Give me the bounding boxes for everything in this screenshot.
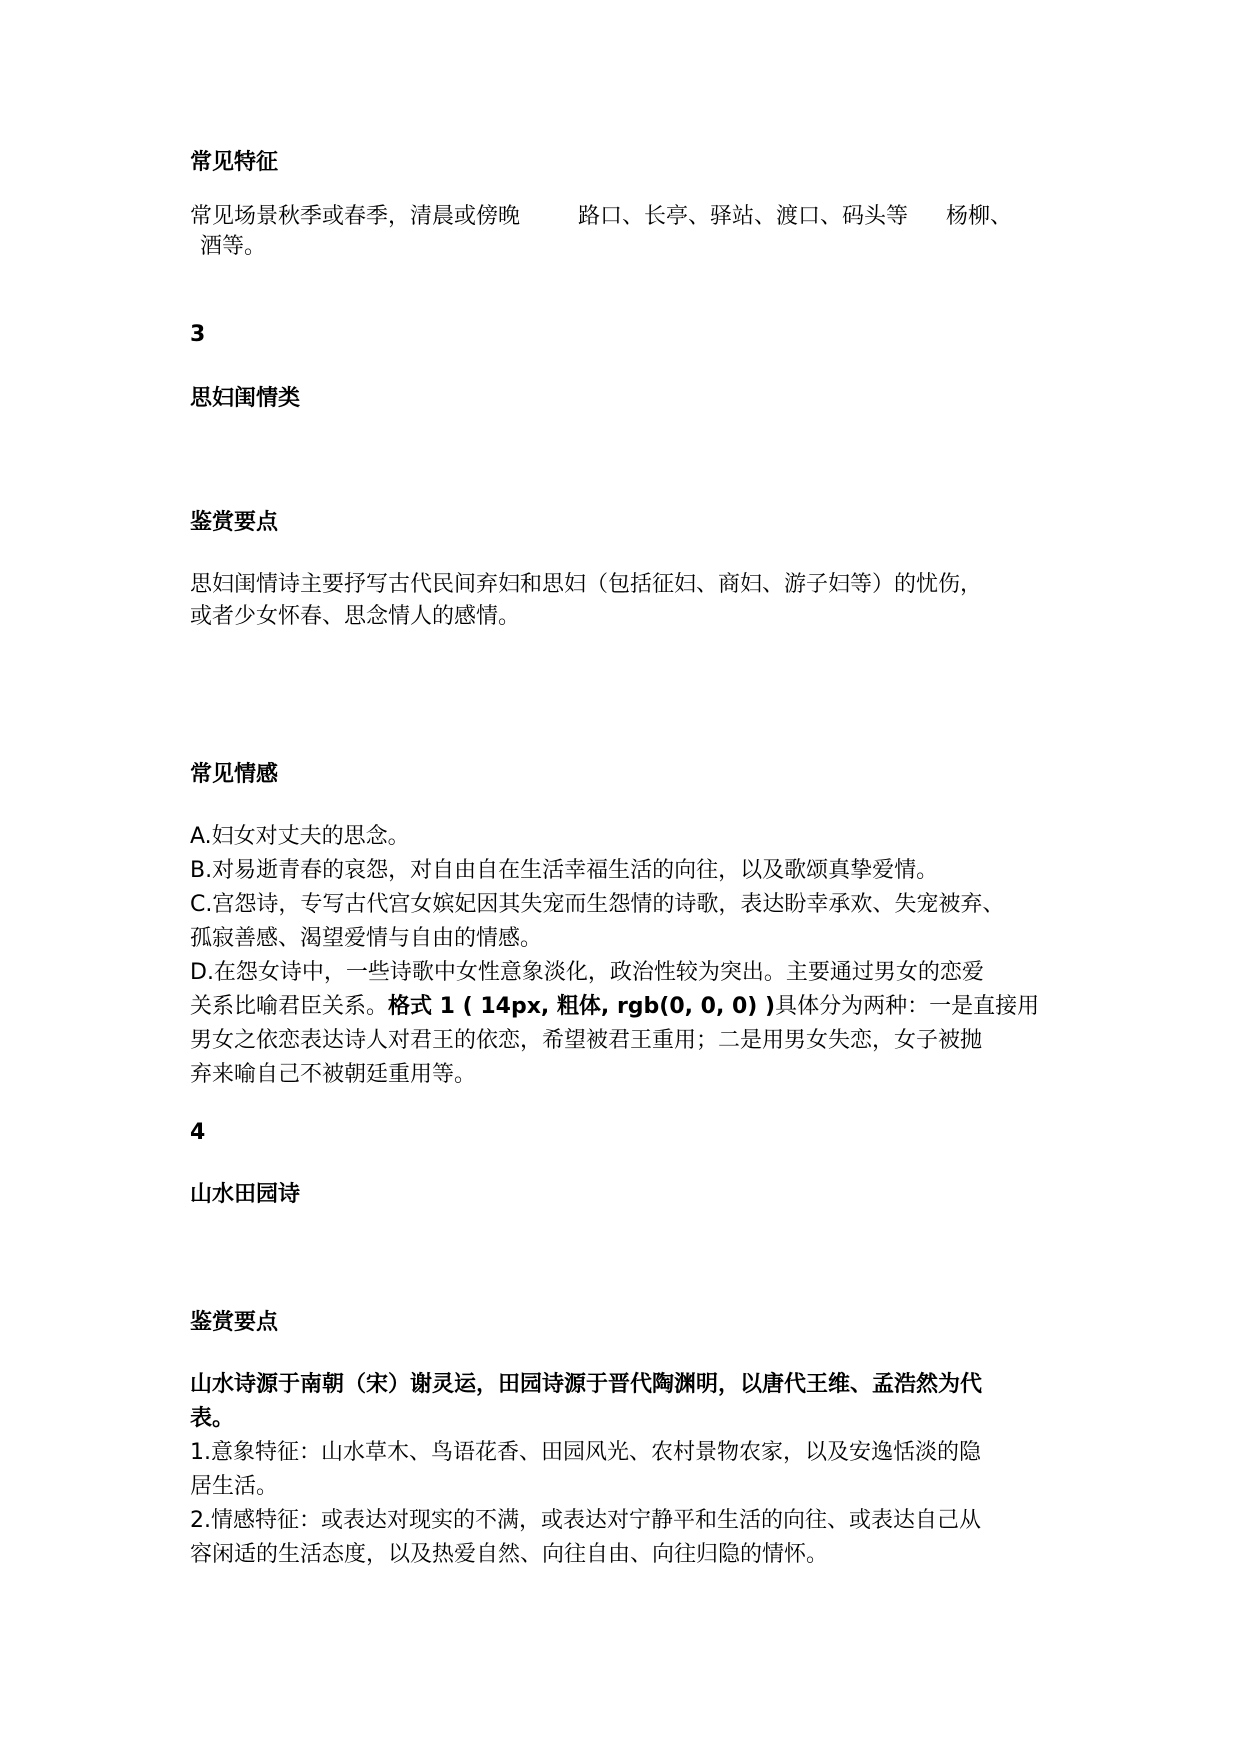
emotion-d-line-2 <box>190 992 1039 1022</box>
section-number-4: 4 <box>190 1120 206 1145</box>
appreciation-4-bold-line-1: 山水诗源于南朝（宋）谢灵运，田园诗源于晋代陶渊明，以唐代王维、孟浩然为代 <box>190 1372 983 1397</box>
point-2-line-2: 容闲适的生活态度，以及热爱自然、向往自由、向往归隐的情怀。 <box>190 1542 829 1567</box>
appreciation-4-bold-line-2: 表。 <box>190 1406 235 1431</box>
format-note-bold: 格式 1 ( 14px, 粗体, rgb(0, 0, 0) ) <box>388 994 776 1019</box>
heading-common-features: 常见特征 <box>190 150 279 175</box>
emotion-c-line-2: 孤寂善感、渴望爱情与自由的情感。 <box>190 926 543 951</box>
section-number-3: 3 <box>190 322 206 347</box>
point-2-line-1: 2.情感特征：或表达对现实的不满，或表达对宁静平和生活的向往、或表达自己从 <box>190 1508 981 1533</box>
emotion-b: B.对易逝青春的哀怨，对自由自在生活幸福生活的向往，以及歌颂真挚爱情。 <box>190 858 939 883</box>
common-features-objects: 杨柳、 <box>946 204 1013 229</box>
section-title-3: 思妇闺情类 <box>190 386 301 411</box>
point-1-line-1: 1.意象特征：山水草木、鸟语花香、田园风光、农村景物农家，以及安逸恬淡的隐 <box>190 1440 981 1465</box>
emotion-a: A.妇女对丈夫的思念。 <box>190 824 410 849</box>
common-features-line-1 <box>190 202 1012 232</box>
emotion-d-line-3: 男女之依恋表达诗人对君王的依恋，希望被君王重用；二是用男女失恋，女子被抛 <box>190 1028 983 1053</box>
common-features-line-2: 酒等。 <box>200 234 267 259</box>
section-title-4: 山水田园诗 <box>190 1182 301 1207</box>
emotion-d-line-1: D.在怨女诗中，一些诗歌中女性意象淡化，政治性较为突出。主要通过男女的恋爱 <box>190 960 984 985</box>
emotion-d-line-4: 弃来喻自己不被朝廷重用等。 <box>190 1062 477 1087</box>
emotion-d-line-2-end: 具体分为两种：一是直接用 <box>775 994 1040 1019</box>
point-1-line-2: 居生活。 <box>190 1474 279 1499</box>
heading-appreciation-3: 鉴赏要点 <box>190 510 279 535</box>
common-features-places: 路口、长亭、驿站、渡口、码头等 <box>578 204 909 229</box>
common-features-scene: 常见场景秋季或春季，清晨或傍晚 <box>190 204 521 229</box>
emotion-c-line-1: C.宫怨诗，专写古代宫女嫔妃因其失宠而生怨情的诗歌，表达盼幸承欢、失宠被弃、 <box>190 892 1005 917</box>
heading-common-emotions: 常见情感 <box>190 762 279 787</box>
appreciation-3-line-1: 思妇闺情诗主要抒写古代民间弃妇和思妇（包括征妇、商妇、游子妇等）的忧伤， <box>190 572 983 597</box>
appreciation-3-line-2: 或者少女怀春、思念情人的感情。 <box>190 604 521 629</box>
emotion-d-line-2-start: 关系比喻君臣关系。 <box>190 994 389 1019</box>
heading-appreciation-4: 鉴赏要点 <box>190 1310 279 1335</box>
